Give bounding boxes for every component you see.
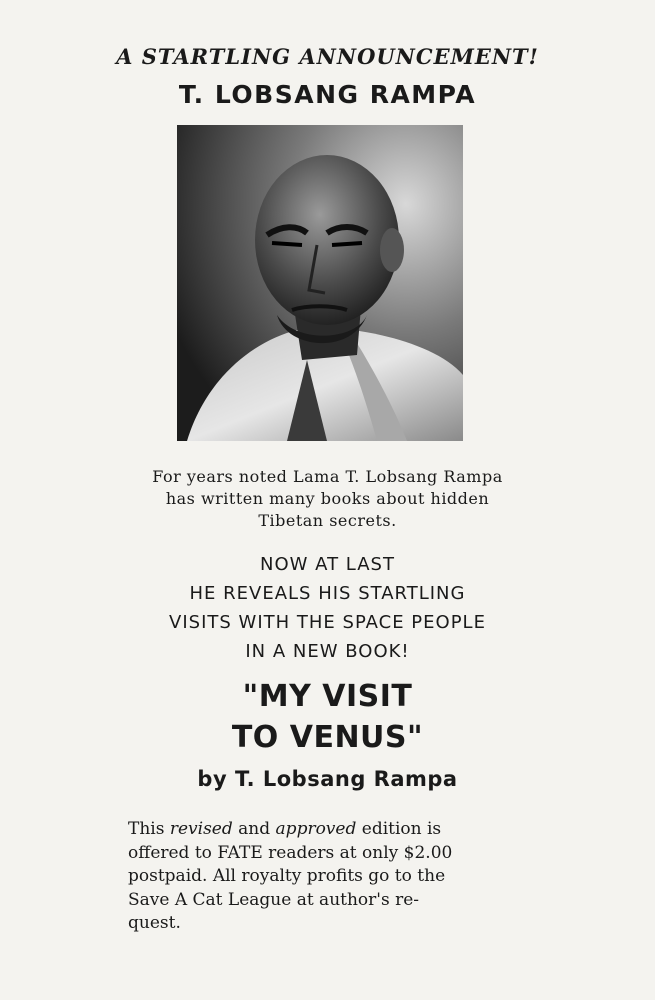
offer-text [128, 818, 548, 936]
caption-line: has written many books about hidden [165, 489, 490, 508]
reveal-line: IN A NEW BOOK! [245, 641, 410, 662]
offer-line: offered to FATE readers at only $2.00 [128, 842, 453, 863]
book-title-line: TO VENUS" [231, 720, 424, 755]
byline: by T. Lobsang Rampa [197, 767, 458, 791]
caption-line: For years noted Lama T. Lobsang Rampa [152, 467, 503, 486]
offer-text-segment: This [128, 819, 170, 839]
book-title [0, 676, 655, 758]
reveal-line: VISITS WITH THE SPACE PEOPLE [169, 612, 486, 633]
offer-text-segment: edition is [356, 819, 442, 839]
caption [110, 466, 545, 532]
offer-line: Save A Cat League at author's re- [128, 889, 420, 910]
author-portrait [177, 125, 463, 441]
offer-text-segment: and [232, 819, 276, 839]
offer-line: postpaid. All royalty profits go to the [128, 866, 446, 886]
reveal-line: HE REVEALS HIS STARTLING [189, 583, 466, 604]
reveal-line: NOW AT LAST [260, 554, 395, 575]
offer-line [128, 818, 548, 842]
headline: A STARTLING ANNOUNCEMENT! [116, 44, 539, 69]
caption-line: Tibetan secrets. [258, 511, 397, 530]
offer-emphasis-revised: revised [169, 819, 233, 839]
author-title: T. LOBSANG RAMPA [178, 80, 477, 109]
reveal-text [0, 550, 655, 666]
book-title-line: "MY VISIT [242, 679, 413, 714]
offer-line: quest. [128, 913, 181, 933]
offer-emphasis-approved: approved [275, 819, 357, 839]
